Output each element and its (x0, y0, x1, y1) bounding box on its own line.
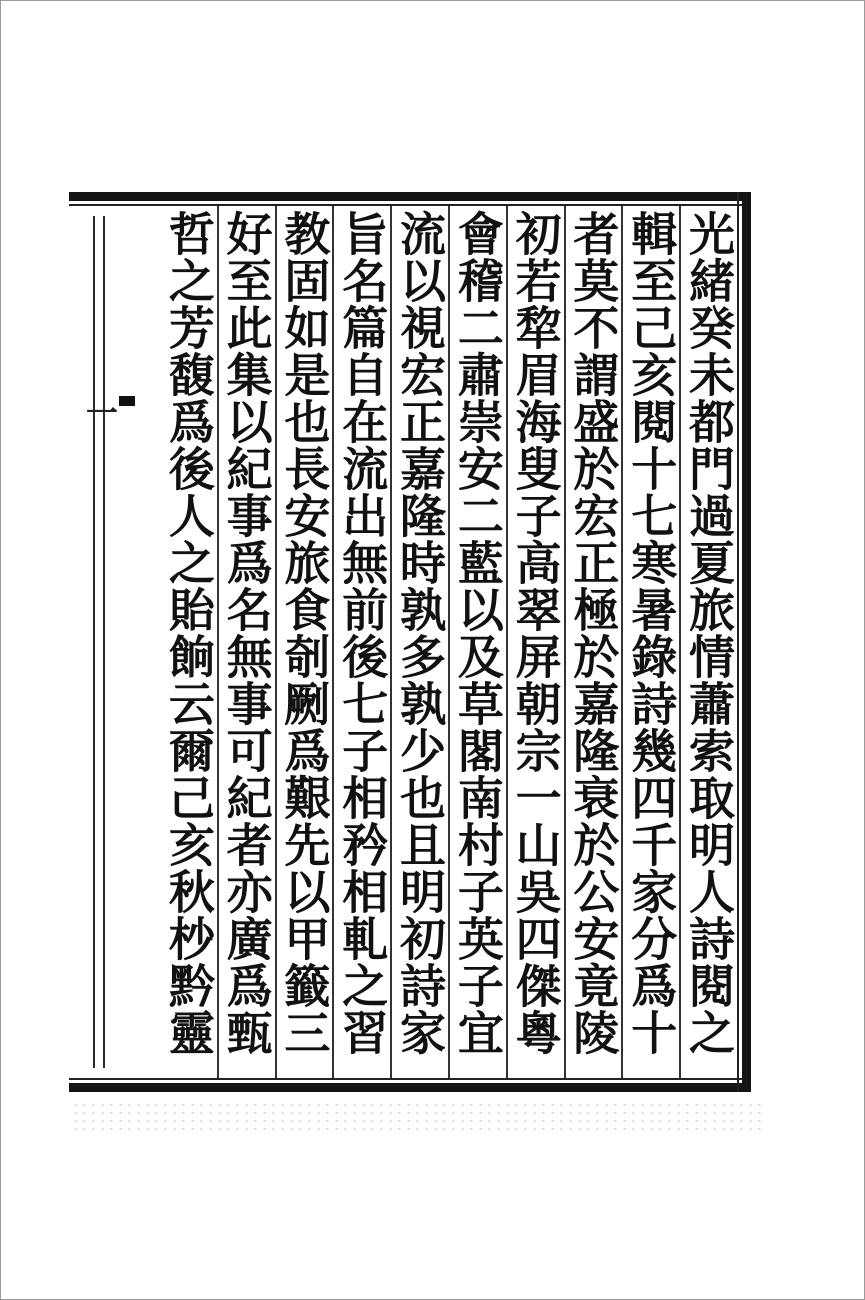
fishtail-mark (119, 396, 135, 406)
text-column-8: 教固如是也長安旅食剞劂爲艱先以甲籤三 (275, 206, 333, 1078)
margin-line (93, 216, 95, 1068)
text-column-2: 輯至己亥閱十七寒暑錄詩幾四千家分爲十 (621, 206, 679, 1078)
text-column-4: 初若犂眉海叟子高翠屏朝宗一山吳四傑粵 (506, 206, 564, 1078)
text-frame (69, 192, 751, 1092)
margin-label-text: 一 (81, 396, 119, 428)
text-column-1: 光緒癸未都門過夏旅情蕭索取明人詩閱之 (679, 206, 737, 1078)
text-columns (161, 206, 737, 1078)
margin-line (103, 216, 105, 1068)
right-border (742, 192, 751, 1092)
text-column-5: 會稽二肅崇安二藍以及草閣南村子英子宜 (448, 206, 506, 1078)
text-column-3: 者莫不謂盛於宏正極於嘉隆衰於公安竟陵 (564, 206, 622, 1078)
text-column-7: 旨名篇自在流出無前後七子相矜相軋之習 (332, 206, 390, 1078)
margin-label (81, 396, 135, 428)
text-column-10: 哲之芳馥爲後人之貽餉云爾己亥秋杪黔靈 (161, 210, 216, 1056)
bottom-border (69, 1083, 751, 1092)
bleed-through-speckle (71, 1101, 761, 1131)
fold-margin (69, 206, 159, 1078)
top-border (69, 192, 751, 201)
right-border-inner (737, 192, 739, 1092)
text-column-6: 流以視宏正嘉隆時孰多孰少也且明初詩家 (390, 206, 448, 1078)
bottom-border-inner (69, 1078, 751, 1080)
text-column-9: 好至此集以紀事爲名無事可紀者亦廣爲甄 (217, 206, 275, 1078)
